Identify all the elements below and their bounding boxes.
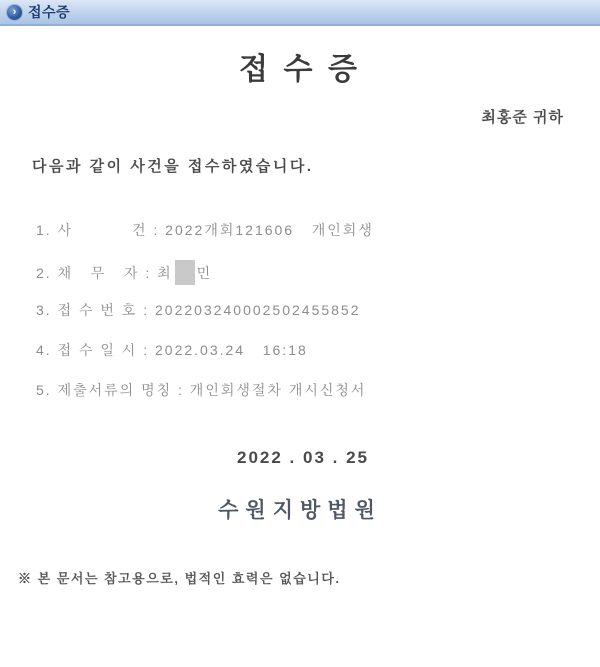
- redaction-box: [175, 260, 195, 285]
- document-title: 접 수 증: [239, 53, 361, 86]
- debtor-line-suffix: 민: [196, 265, 213, 281]
- debtor-line-prefix: 2. 채 무 자 : 최: [36, 265, 173, 281]
- recipient-name: 최홍준 귀하: [481, 109, 564, 126]
- case-number-line: 1. 사 건 : 2022개회121606 개인회생: [36, 222, 374, 238]
- court-name: 수원지방법원: [218, 499, 382, 522]
- disclaimer-note: ※ 본 문서는 참고용으로, 법적인 효력은 없습니다.: [18, 571, 341, 586]
- receipt-document: [0, 52, 600, 587]
- chevron-circle-icon: ›: [6, 4, 23, 21]
- receipt-datetime-line: 4. 접 수 일 시 : 2022.03.24 16:18: [36, 342, 308, 358]
- receipt-item-list: [36, 220, 600, 398]
- debtor-line: [36, 260, 600, 281]
- intro-statement: 다음과 같이 사건을 접수하였습니다.: [32, 158, 314, 175]
- issue-date: 2022 . 03 . 25: [237, 448, 369, 467]
- receipt-number-line: 3. 접 수 번 호 : 202203240002502455852: [36, 302, 361, 318]
- document-name-line: 5. 제출서류의 명칭 : 개인회생절차 개시신청서: [36, 382, 367, 398]
- header-title: 접수증: [28, 4, 71, 20]
- page-header-bar: [0, 0, 600, 26]
